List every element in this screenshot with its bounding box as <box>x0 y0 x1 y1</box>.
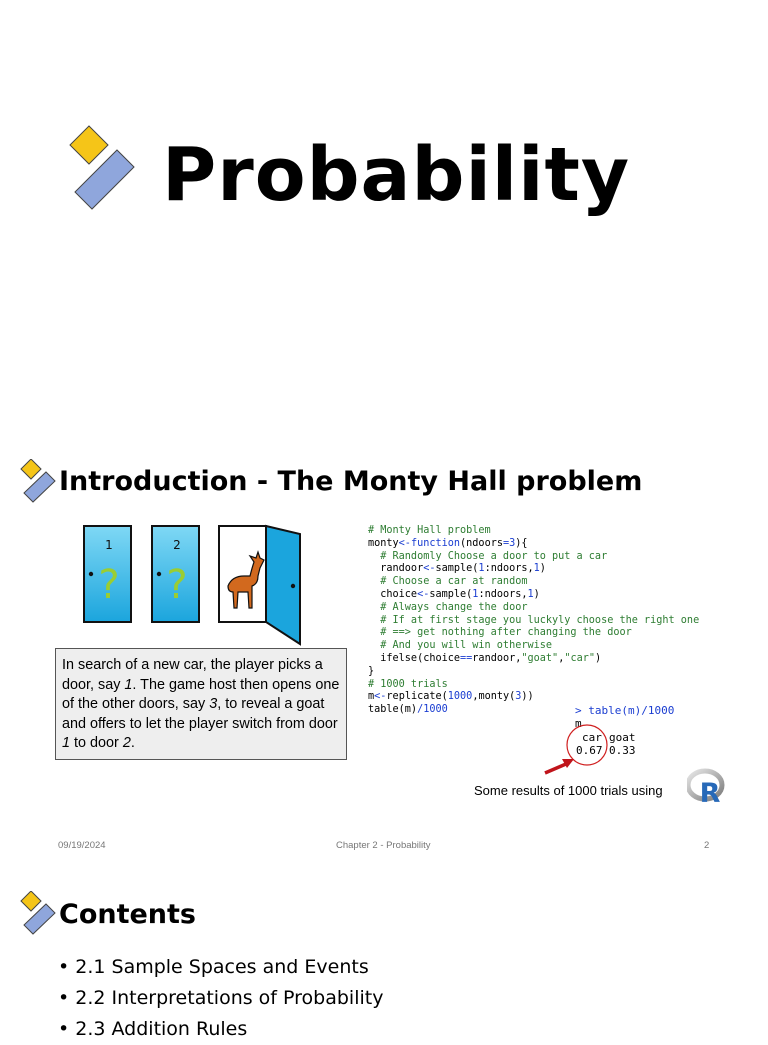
code-line: # And you will win otherwise <box>368 640 553 652</box>
diamond-logo-icon <box>20 891 56 935</box>
diamond-logo-icon <box>20 459 56 503</box>
list-item: • 2.3 Addition Rules <box>58 1018 248 1040</box>
caption-box <box>55 648 347 760</box>
code-line: # Always change the door <box>368 601 528 613</box>
caption-door: 2 <box>122 735 131 751</box>
open-door-goat-icon <box>219 526 300 644</box>
door-number: 2 <box>173 538 181 552</box>
caption-text: . <box>130 735 135 751</box>
monty-hall-slide <box>0 440 768 860</box>
code-line: # Randomly Choose a door to put a car <box>368 550 608 562</box>
r-output-value-car: 0.67 <box>576 744 603 757</box>
caption-text: In search of a new car, the player picks a door, say <box>62 657 323 693</box>
code-line: choice<-sample(1:ndoors,1) <box>368 588 540 600</box>
code-line: ifelse(choice==randoor,"goat","car") <box>368 652 602 664</box>
caption-text: to door <box>70 735 123 751</box>
list-item: • 2.1 Sample Spaces and Events <box>58 956 369 978</box>
slide-title: Introduction - The Monty Hall problem <box>59 466 643 497</box>
arrow-icon <box>545 764 566 773</box>
list-item: • 2.2 Interpretations of Probability <box>58 987 384 1009</box>
door-2-icon <box>152 526 199 622</box>
contents-list <box>58 952 383 1045</box>
caption-text: . The game host then opens one of the other doors, say <box>62 676 340 712</box>
r-code-block <box>368 525 699 717</box>
r-output-header-goat: goat <box>609 731 636 744</box>
code-line: randoor<-sample(1:ndoors,1) <box>368 563 546 575</box>
footer-chapter: Chapter 2 - Probability <box>336 840 431 851</box>
code-line: # 1000 trials <box>368 678 448 690</box>
door-1-icon <box>84 526 131 622</box>
code-line: # ==> get nothing after changing the door <box>368 627 632 639</box>
code-line: # If at first stage you luckyly choose the right one <box>368 614 700 626</box>
code-line: } <box>368 665 375 677</box>
r-output-header-car: car <box>582 731 602 744</box>
code-line: m<-replicate(1000,monty(3)) <box>368 691 534 703</box>
diamond-logo-icon <box>68 125 136 211</box>
footer-date: 09/19/2024 <box>58 840 106 851</box>
caption-text: , to reveal a goat and offers to let the player switch from door <box>62 696 338 732</box>
code-line: table(m)/1000 <box>368 704 448 716</box>
contents-slide <box>0 860 768 1040</box>
question-mark-icon: ? <box>98 562 120 608</box>
code-line: # Monty Hall problem <box>368 525 491 536</box>
caption-door: 3 <box>209 696 218 712</box>
slide-title: Contents <box>59 899 197 930</box>
question-mark-icon: ? <box>166 562 188 608</box>
r-logo-icon <box>687 768 725 806</box>
highlight-annotation <box>540 722 612 778</box>
r-console-prompt: > table(m)/1000 <box>575 704 675 717</box>
caption-door: 1 <box>62 735 71 751</box>
door-number: 1 <box>105 538 113 552</box>
r-output-varname: m <box>575 717 582 730</box>
slide-title: Probability <box>162 132 631 218</box>
code-line: # Choose a car at random <box>368 576 528 588</box>
title-slide <box>0 0 768 440</box>
r-logo-letter: R <box>699 778 721 806</box>
results-note: Some results of 1000 trials using <box>474 783 663 798</box>
footer-page-number: 2 <box>704 840 710 851</box>
code-line: monty<-function(ndoors=3){ <box>368 537 528 549</box>
doors-illustration <box>82 524 304 646</box>
r-output-value-goat: 0.33 <box>609 744 636 757</box>
caption-door: 1 <box>124 676 133 693</box>
